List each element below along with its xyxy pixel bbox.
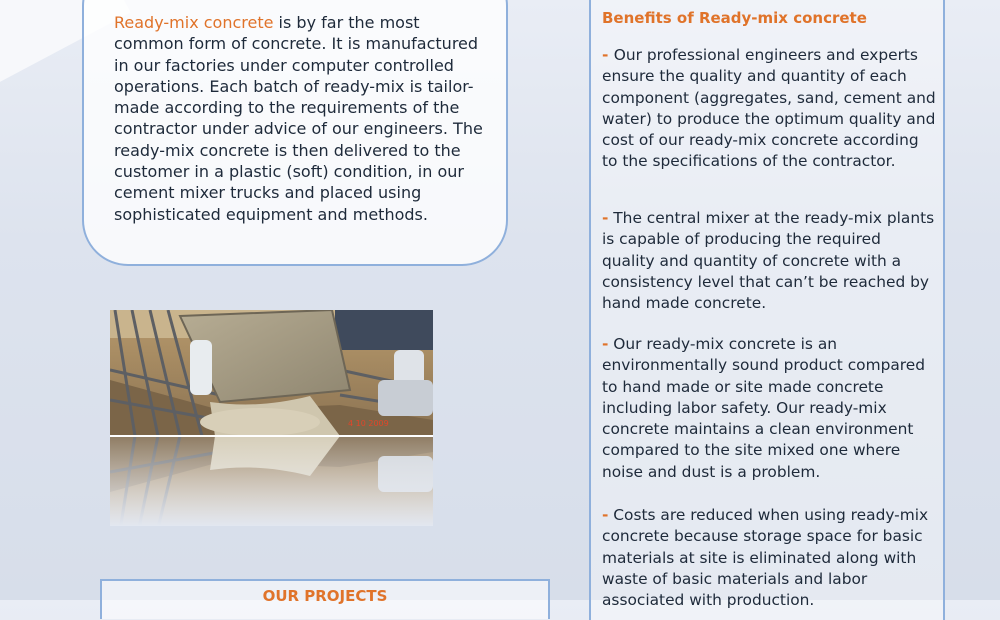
benefit-item-environment — [602, 334, 938, 483]
intro-paragraph — [114, 12, 494, 225]
benefit-dash: - — [602, 506, 609, 524]
benefit-item-engineers — [602, 45, 938, 173]
photo-upper — [110, 310, 433, 436]
projects-title: OUR PROJECTS — [262, 587, 388, 605]
benefit-dash: - — [602, 335, 609, 353]
benefit-text: Our ready-mix concrete is an environmentally sound product compared to hand made or site made concrete including labor safety. Our ready-mix concrete maintains a clean environment compared to the site mixed one where noise and dust is a problem. — [602, 335, 925, 481]
benefit-dash: - — [602, 209, 609, 227]
benefit-item-central-mixer — [602, 208, 938, 314]
benefit-item-costs — [602, 505, 938, 611]
intro-body: is by far the most common form of concrete. It is manufactured in our factories under computer controlled operations. Each batch of ready-mix is tailor-made according to the requirements of the contractor under advice of our engineers. The ready-mix concrete is then delivered to the customer in a plastic (soft) condition, in our cement mixer trucks and placed using sophisticated equipment and methods. — [114, 13, 483, 224]
intro-highlight: Ready-mix concrete — [114, 13, 274, 32]
benefit-dash: - — [602, 46, 614, 64]
benefit-text: The central mixer at the ready-mix plants is capable of producing the required quality and quantity of concrete with a consistency level that can’t be reached by hand made concrete. — [602, 209, 935, 313]
concrete-pour-photo — [110, 310, 433, 526]
photo-date-stamp: 4 10 2009 — [348, 419, 389, 428]
benefit-text: Our professional engineers and experts ensure the quality and quantity of each component (aggregates, sand, cement and water) to produce the optimum quality and cost of our ready-mix concrete according to the specifications of the contractor. — [602, 46, 936, 171]
benefit-text: Costs are reduced when using ready-mix concrete because storage space for basic materials at site is eliminated along with waste of basic materials and labor associated with production. — [602, 506, 929, 610]
benefits-title: Benefits of Ready-mix concrete — [602, 9, 867, 27]
projects-panel — [100, 579, 550, 619]
